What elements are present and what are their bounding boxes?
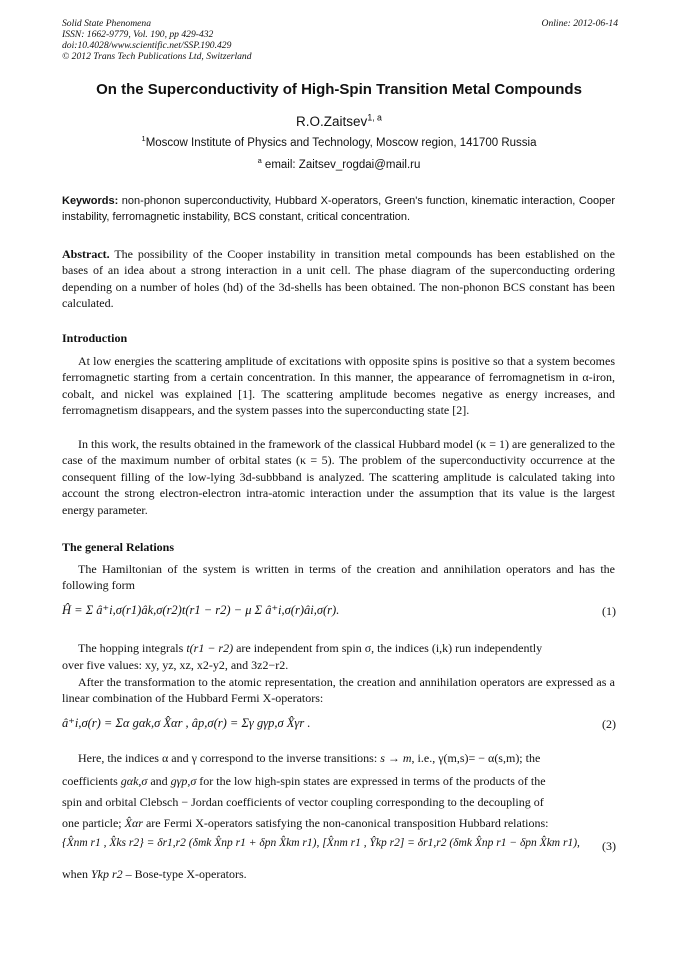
coefficients-line (62, 773, 615, 789)
coefficients-text-b: for the low high-spin states are expressed in terms of the products of the (196, 774, 546, 788)
coefficients-math-1: gαk,σ (120, 774, 148, 788)
intro-paragraph-1: At low energies the scattering amplitude of excitations with opposite spins is positive so that a system becomes ferromagnetic starting from a certain concentration. In this manner, the appearance of ferromagnetism in α-iron, cobalt, and nickel was explained [1]. The scattering amplitude becomes negative as energy increases, and ferromagnetism disappears, and the system passes into the superconducting state [2]. (62, 354, 615, 418)
coefficients-mid: and (147, 774, 171, 788)
indices-math: s → m (380, 751, 412, 765)
author-name: R.O.Zaitsev (296, 114, 368, 129)
abstract (62, 246, 615, 312)
fermi-text-a: one particle; (62, 816, 125, 830)
indices-line (62, 750, 615, 766)
copyright-line: © 2012 Trans Tech Publications Ltd, Switzerland (62, 51, 252, 62)
journal-name: Solid State Phenomena (62, 18, 151, 29)
hopping-text-a: The hopping integrals (78, 641, 187, 655)
author-sup: 1, a (367, 112, 382, 123)
abstract-label: Abstract. (62, 247, 110, 261)
abstract-text: The possibility of the Cooper instability in transition metal compounds has been established on the bases of an idea about a strong interaction in a unit cell. The phase diagram of the superconducting ordering depending on a number of holes (hd) of the 3d-shells has been obtained. The non-phonon BCS constant has been calculated. (62, 247, 615, 311)
equation-1-number: (1) (602, 604, 616, 618)
general-paragraph-1: The Hamiltonian of the system is written in terms of the creation and annihilation operators and has the following form (62, 562, 615, 593)
equation-3-number: (3) (602, 839, 616, 853)
coefficients-math-2: gγp,σ (170, 774, 197, 788)
bose-math: Ykp r2 (91, 867, 123, 881)
hopping-text-b: are independent from spin σ, the indices (i,k) run independently (233, 641, 543, 655)
fermi-line (62, 815, 615, 831)
author-line (0, 114, 678, 129)
clebsch-line: spin and orbital Clebsch − Jordan coefficients of vector coupling corresponding to the decoupling of (62, 795, 544, 809)
online-date: Online: 2012-06-14 (541, 18, 618, 29)
issn-line: ISSN: 1662-9779, Vol. 190, pp 429-432 (62, 29, 214, 40)
orbital-values-line: over five values: xy, yz, xz, x2-y2, and 3z2−r2. (62, 658, 289, 672)
doi-line: doi:10.4028/www.scientific.net/SSP.190.429 (62, 40, 232, 51)
coefficients-text-a: coefficients (62, 774, 121, 788)
affiliation-sup: 1 (141, 134, 146, 144)
equation-1: Ĥ = Σ â⁺i,σ(r1)âk,σ(r2)t(r1 − r2) − μ Σ â⁺i,σ(r)âi,σ(r). (62, 603, 340, 617)
bose-text-b: – Bose-type X-operators. (122, 867, 247, 881)
equation-3: {X̂nm r1 , X̂ks r2} = δr1,r2 (δmk X̂np r1 + δpn X̂km r1), [X̂nm r1 , Ŷkp r2] = δr1,r2 (δmk X̂np r1 − δpn X̂km r1), (62, 837, 580, 849)
paper-title: On the Superconductivity of High-Spin Transition Metal Compounds (96, 81, 582, 98)
equation-2: â⁺i,σ(r) = Σα gαk,σ X̂αr , âp,σ(r) = Σγ gγp,σ X̂γr . (62, 716, 311, 730)
keywords-text: non-phonon superconductivity, Hubbard X-operators, Green's function, kinematic interaction, Cooper instability, ferromagnetic instability, BCS constant, critical concentration. (62, 195, 615, 223)
introduction-heading: Introduction (62, 331, 128, 345)
keywords (62, 194, 615, 225)
email-sup: a (257, 156, 262, 166)
journal-header (62, 18, 618, 62)
email-line (0, 156, 678, 171)
hopping-line (62, 640, 615, 656)
intro-paragraph-2: In this work, the results obtained in the framework of the classical Hubbard model (κ = 1) are generalized to the case of the maximum number of orbital states (κ = 5). The problem of the superconductivity occurrence at the consequent filling of the low-lying 3d-subbband is analyzed. The scattering amplitude is calculated taking into account the strong electron-electron intra-atomic interaction under the assumption that its value is the largest energy parameter. (62, 437, 615, 517)
equation-2-number: (2) (602, 717, 616, 731)
general-heading: The general Relations (62, 540, 174, 554)
affiliation-text: Moscow Institute of Physics and Technology, Moscow region, 141700 Russia (145, 137, 537, 149)
hopping-math: t(r1 − r2) (186, 641, 234, 655)
fermi-math: X̂αr (124, 816, 143, 830)
affiliation (0, 134, 678, 149)
indices-text-a: Here, the indices α and γ correspond to the inverse transitions: (78, 751, 381, 765)
general-paragraph-3: After the transformation to the atomic representation, the creation and annihilation operators are expressed as a linear combination of the Hubbard Fermi X-operators: (62, 675, 615, 706)
email-text: email: Zaitsev_rogdai@mail.ru (261, 159, 421, 171)
keywords-label: Keywords: (62, 195, 119, 207)
bose-text-a: when (62, 867, 91, 881)
bose-line (62, 866, 615, 882)
fermi-text-b: are Fermi X-operators satisfying the non-canonical transposition Hubbard relations: (142, 816, 549, 830)
indices-text-b: , i.e., γ(m,s)= − α(s,m); the (411, 751, 541, 765)
